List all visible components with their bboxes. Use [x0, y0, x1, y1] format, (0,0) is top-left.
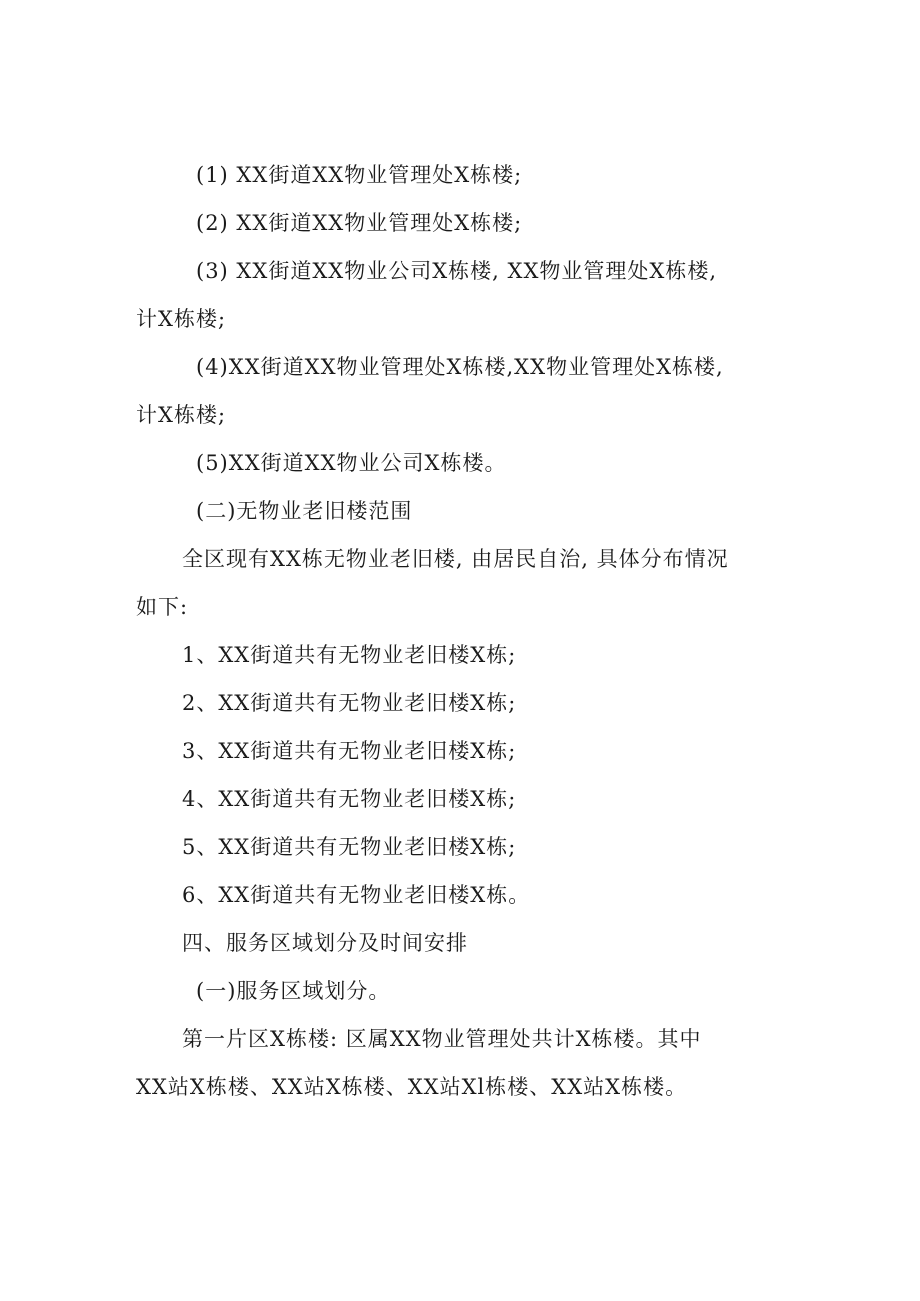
street-item-1: 1、XX街道共有无物业老旧楼X栋;	[182, 643, 517, 667]
list-item-3-continuation: 计X栋楼;	[136, 307, 227, 331]
list-item-3: (3) XX街道XX物业公司X栋楼, XX物业管理处X栋楼,	[196, 259, 718, 283]
list-item-2: (2) XX街道XX物业管理处X栋楼;	[196, 211, 523, 235]
section-heading-service-area: 四、服务区域划分及时间安排	[182, 931, 468, 955]
paragraph-continuation: 如下:	[136, 595, 189, 619]
subsection-heading-area-division: (一)服务区域划分。	[196, 979, 391, 1003]
list-item-4: (4)XX街道XX物业管理处X栋楼,XX物业管理处X栋楼,	[196, 355, 724, 379]
street-item-5: 5、XX街道共有无物业老旧楼X栋;	[182, 835, 517, 859]
paragraph-line: 第一片区X栋楼: 区属XX物业管理处共计X栋楼。其中	[182, 1027, 702, 1051]
street-item-4: 4、XX街道共有无物业老旧楼X栋;	[182, 787, 517, 811]
street-item-6: 6、XX街道共有无物业老旧楼X栋。	[182, 883, 531, 907]
list-item-4-continuation: 计X栋楼;	[136, 403, 227, 427]
street-item-3: 3、XX街道共有无物业老旧楼X栋;	[182, 739, 517, 763]
paragraph-line: 全区现有XX栋无物业老旧楼, 由居民自治, 具体分布情况	[182, 547, 729, 571]
list-item-1: (1) XX街道XX物业管理处X栋楼;	[196, 163, 523, 187]
list-item-5: (5)XX街道XX物业公司X栋楼。	[196, 451, 507, 475]
paragraph-continuation: XX站X栋楼、XX站X栋楼、XX站Xl栋楼、XX站X栋楼。	[136, 1075, 688, 1099]
street-item-2: 2、XX街道共有无物业老旧楼X栋;	[182, 691, 517, 715]
section-heading-no-property: (二)无物业老旧楼范围	[196, 499, 413, 523]
